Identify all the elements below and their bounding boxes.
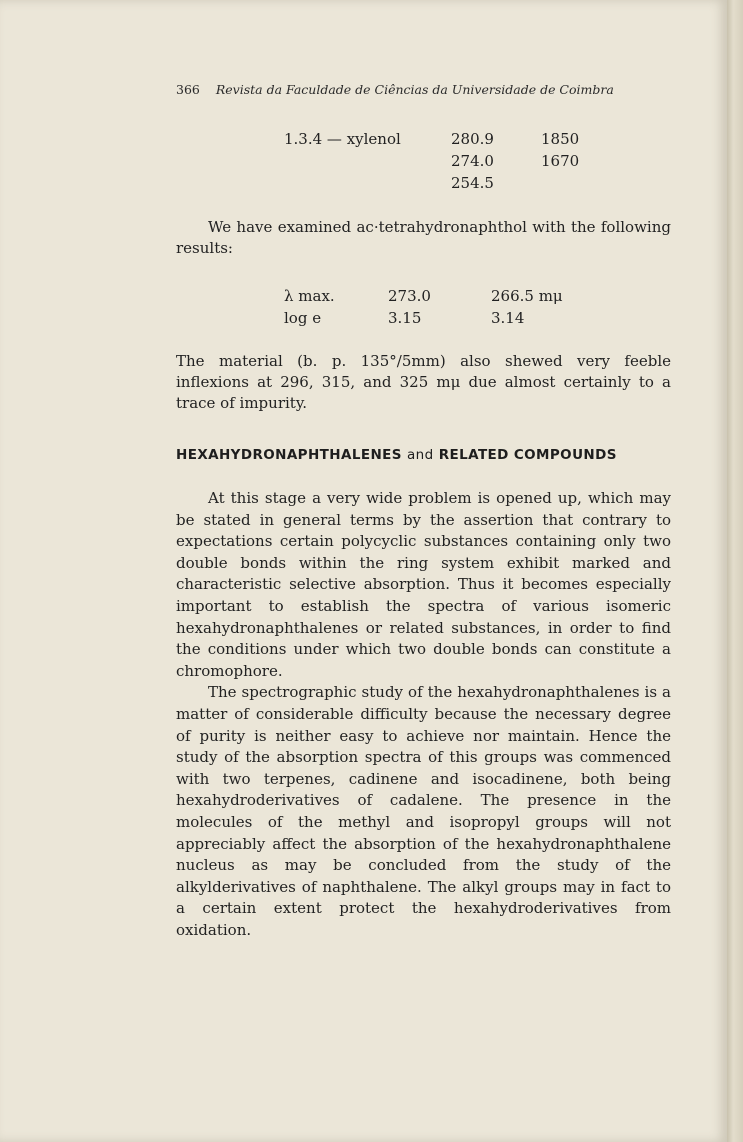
running-header — [176, 82, 676, 97]
book-spine — [727, 0, 743, 1142]
body-paragraph-2: The spectrographic study of the hexahydronaphthalenes is a matter of considerable difficulty because the necessary degree of purity is neither easy to achieve nor maintain. Hence the study of the absorption spectra of this groups was commenced with two terpenes, cadinene and isocadinene, both being hexahydroderivatives of cadalene. The presence in the molecules of the methyl and isopropyl groups will not appreciably affect the absorption of the hexahydronaphthalene nucleus as may be concluded from the study of the alkylderivatives of naphthalene. The alkyl groups may in fact to a certain extent protect the hexahydroderivatives from oxidation. — [176, 683, 671, 939]
table2-v2-2: 3.14 — [491, 309, 525, 327]
table1-compound: 1.3.4 — xylenol — [284, 130, 401, 148]
table2-label-1: λ max. — [284, 287, 335, 305]
body-paragraph-1: At this stage a very wide problem is opened up, which may be stated in general terms by the assertion that contrary to expectations certain polycyclic substances containing only two double bonds within the ring system exhibit marked and characteristic selective absorption. Thus it becomes especially important to establish the spectra of various isomeric hexahydronaphthalenes or related substances, in order to find the conditions under which two double bonds can constitute a chromophore. — [176, 489, 671, 680]
heading-part2: and — [407, 447, 434, 463]
table1-wavelength-1: 280.9 — [451, 130, 494, 148]
material-paragraph — [176, 351, 671, 414]
heading-part3: RELATED COMPOUNDS — [438, 447, 617, 463]
table2-v2-1: 266.5 mμ — [491, 287, 563, 305]
table1-wavelength-3: 254.5 — [451, 174, 494, 192]
table2-label-2: log e — [284, 309, 322, 327]
table1-value-2: 1670 — [541, 152, 580, 170]
journal-title: Revista da Faculdade de Ciências da Universidade de Coimbra — [215, 82, 614, 97]
page-number: 366 — [176, 82, 200, 97]
intro-text: We have examined ac·tetrahydronaphthol with the following results: — [176, 218, 671, 257]
body-text — [176, 488, 671, 941]
heading-part1: HEXAHYDRONAPHTHALENES — [176, 447, 402, 463]
intro-paragraph — [176, 217, 671, 259]
table2-v1-1: 273.0 — [388, 287, 431, 305]
table1-value-1: 1850 — [541, 130, 580, 148]
section-heading — [176, 447, 617, 463]
material-text: The material (b. p. 135°/5mm) also shewed very feeble inflexions at 296, 315, and 325 mμ due almost certainly to a trace of impurity. — [176, 352, 671, 412]
table1-wavelength-2: 274.0 — [451, 152, 494, 170]
table2-v1-2: 3.15 — [388, 309, 422, 327]
